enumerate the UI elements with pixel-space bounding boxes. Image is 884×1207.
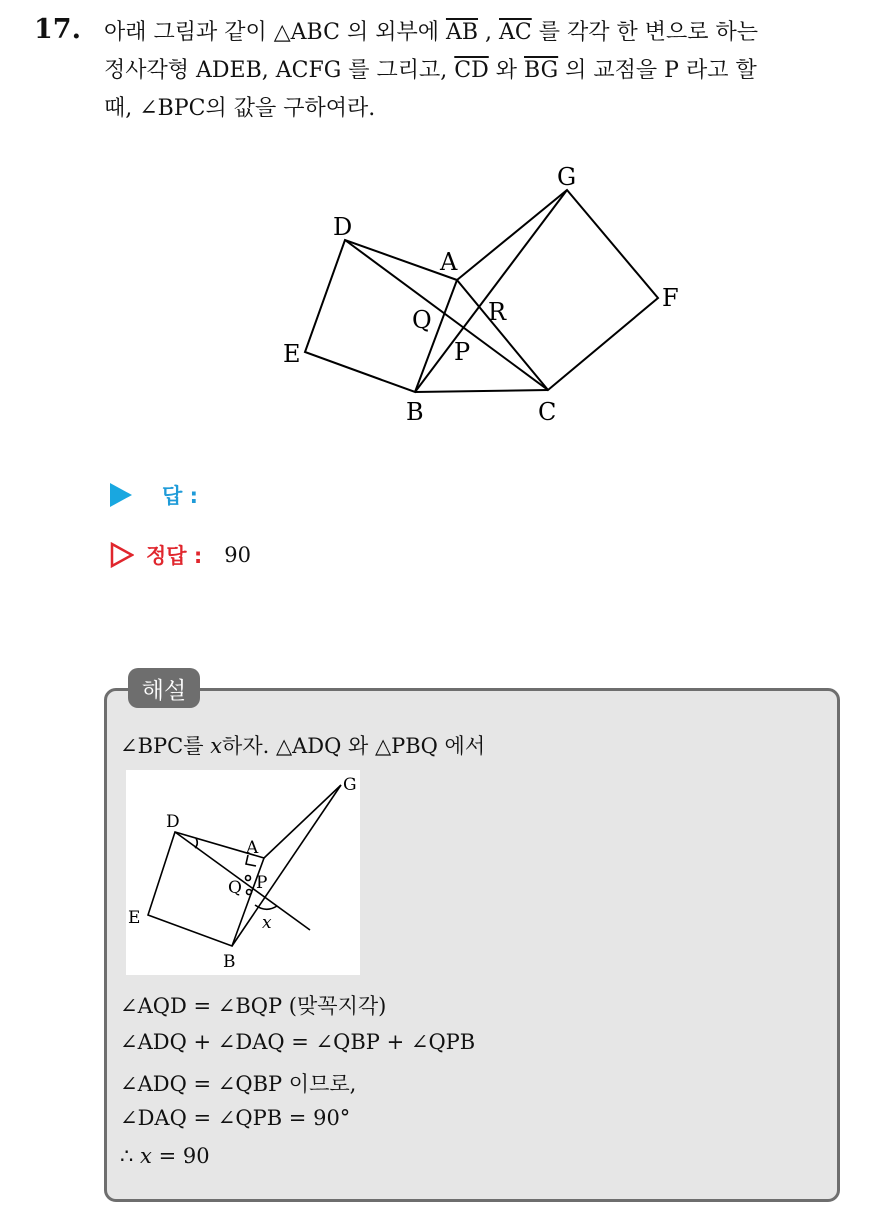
label-a: A (440, 248, 458, 276)
label-r: R (488, 298, 507, 326)
play-triangle-icon (110, 483, 132, 507)
sol-label-b: B (223, 952, 236, 972)
sol-label-q: Q (228, 878, 242, 898)
sol-label-d: D (166, 812, 180, 832)
sol-label-e: E (128, 908, 141, 928)
solution-line1 (120, 730, 485, 760)
solution-line1b: 하자. △ADQ 와 △PBQ 에서 (222, 734, 486, 758)
segment-bc-line (415, 390, 548, 392)
question-text (104, 14, 864, 128)
solution-var: x (210, 734, 223, 758)
question-line2a: 정사각형 ADEB, ACFG 를 그리고, (104, 58, 455, 83)
question-line1c: 를 각각 한 변으로 하는 (531, 20, 758, 45)
question-line2c: 의 교점을 P 라고 할 (558, 58, 757, 83)
solution-step-2: ∠ADQ + ∠DAQ = ∠QBP + ∠QPB (120, 1030, 476, 1054)
label-d: D (333, 213, 353, 241)
question-line2b: 와 (488, 58, 525, 83)
solution-line1a: ∠BPC를 (120, 734, 211, 758)
answer-label: 답 : (162, 484, 198, 508)
question-line1b: , (478, 20, 499, 45)
sol-label-p: P (256, 873, 268, 893)
question-number: 17. (34, 14, 81, 45)
solution-step-1: ∠AQD = ∠BQP (맞꼭지각) (120, 994, 387, 1018)
solution-step-3: ∠ADQ = ∠QBP 이므로, (120, 1072, 357, 1096)
correct-answer-value: 90 (224, 543, 252, 567)
correct-answer-row (110, 540, 251, 570)
segment-bg-line (415, 190, 567, 392)
sol-label-g: G (343, 775, 357, 795)
label-q: Q (412, 306, 432, 334)
label-e: E (283, 340, 301, 368)
solution-tab: 해설 (128, 668, 200, 708)
segment-bg: $\overline{BG}$ (524, 58, 559, 83)
correct-answer-label: 정답 : (146, 544, 203, 568)
solution-step-4: ∠DAQ = ∠QPB = 90° (120, 1106, 351, 1130)
question-line3: 때, ∠BPC의 값을 구하여라. (104, 96, 376, 121)
therefore-sign: ∴ (120, 1144, 141, 1168)
label-c: C (538, 398, 557, 426)
conclusion-var: x (140, 1144, 152, 1168)
segment-ab: $\overline{AB}$ (445, 20, 479, 45)
label-f: F (662, 284, 679, 312)
solution-conclusion (120, 1144, 210, 1168)
answer-row (110, 480, 198, 510)
label-p: P (454, 338, 471, 366)
label-b: B (406, 398, 424, 426)
sol-label-a: A (246, 838, 259, 858)
conclusion-value: = 90 (151, 1144, 210, 1168)
segment-cd: $\overline{CD}$ (454, 58, 489, 83)
solution-figure (126, 770, 360, 975)
outline-triangle-icon (110, 542, 134, 568)
label-g: G (557, 163, 577, 191)
square-adeb (305, 240, 457, 392)
sol-label-x: x (262, 913, 272, 933)
question-line1a: 아래 그림과 같이 △ABC 의 외부에 (104, 20, 446, 45)
square-acfg (457, 190, 658, 390)
segment-ac: $\overline{AC}$ (499, 20, 532, 45)
geometry-figure (270, 150, 690, 435)
